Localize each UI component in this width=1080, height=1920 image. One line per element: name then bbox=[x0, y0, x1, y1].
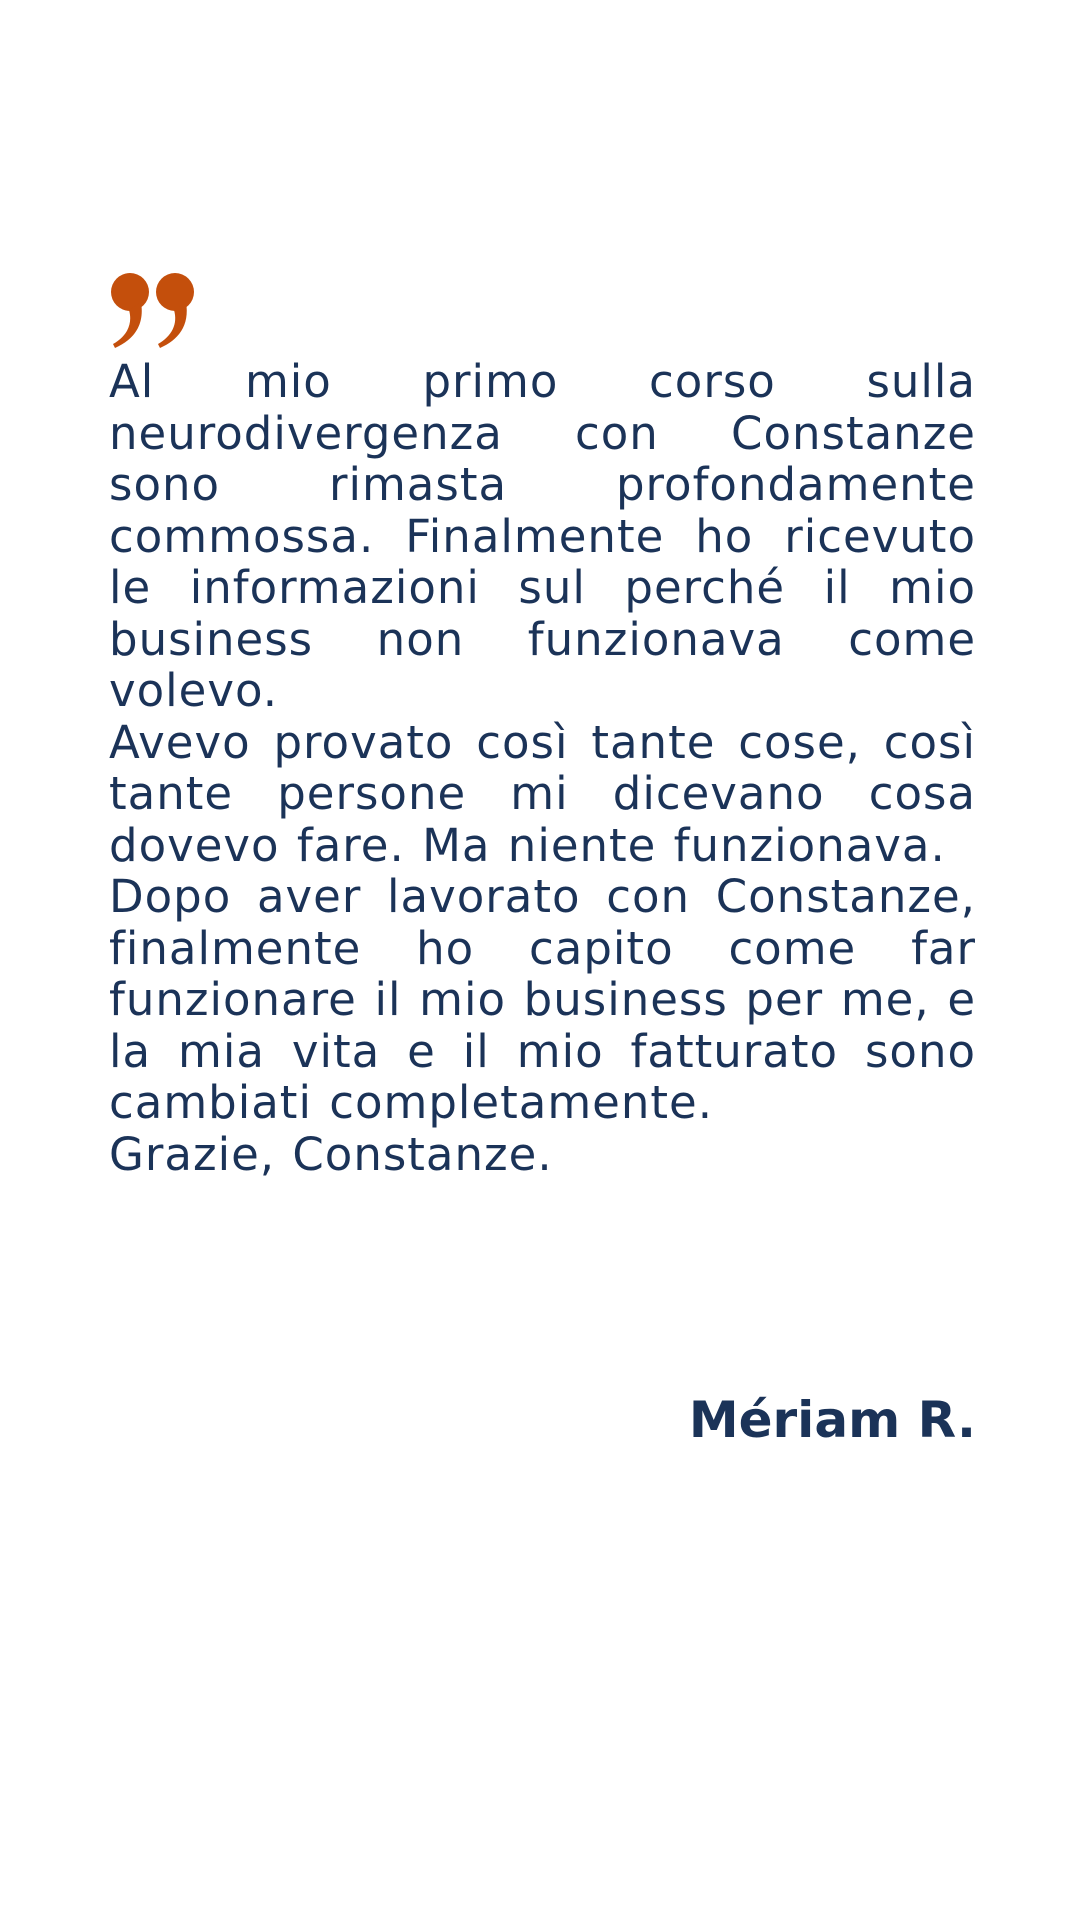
testimonial-card bbox=[109, 270, 976, 1180]
testimonial-text bbox=[109, 356, 976, 1180]
testimonial-author: Mériam R. bbox=[688, 1391, 976, 1449]
closing-quote-icon bbox=[109, 270, 199, 350]
testimonial-paragraph-3: Dopo aver lavorato con Constanze, finalmente ho capito come far funzionare il mio business per me, e la mia vita e il mio fatturato sono cambiati completamente. bbox=[109, 870, 976, 1129]
testimonial-paragraph-4: Grazie, Constanze. bbox=[109, 1127, 553, 1181]
testimonial-paragraph-2: Avevo provato così tante cose, così tante persone mi dicevano cosa dovevo fare. Ma niente funzionava. bbox=[109, 715, 976, 872]
testimonial-paragraph-1: Al mio primo corso sulla neurodivergenza con Constanze sono rimasta profondamente commossa. Finalmente ho ricevuto le informazioni sul perché il mio business non funzionava come volevo. bbox=[109, 355, 976, 717]
